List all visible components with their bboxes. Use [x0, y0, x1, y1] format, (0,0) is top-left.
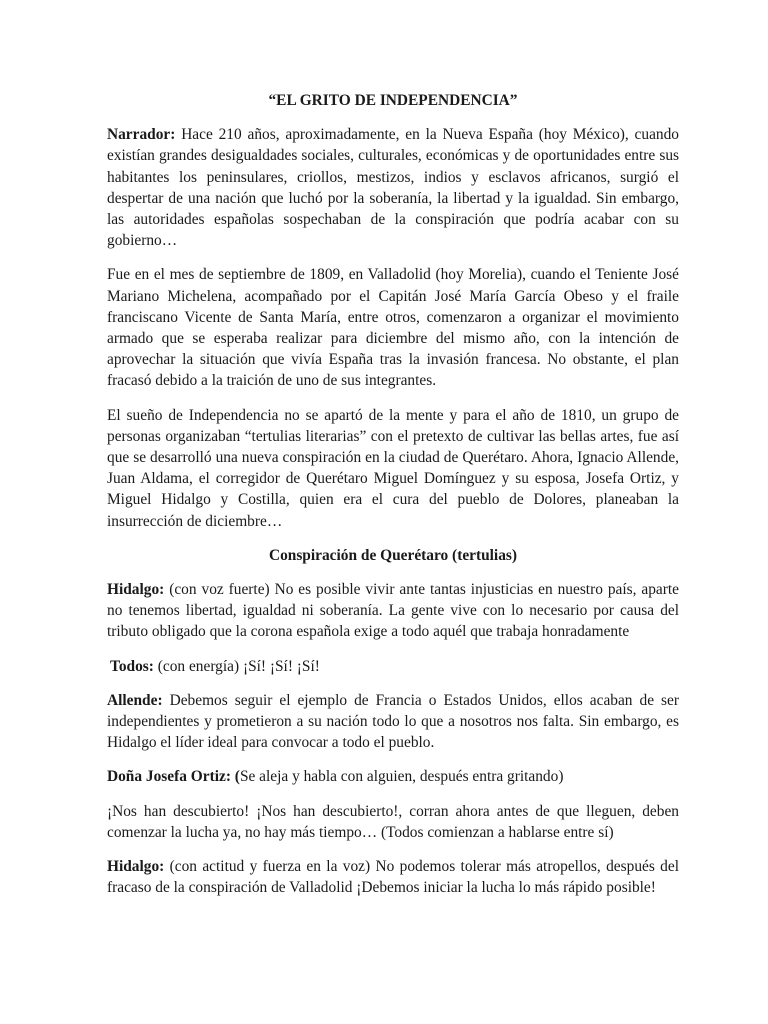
- dialogue-allende: [107, 690, 679, 754]
- speaker-label: Allende:: [107, 691, 163, 709]
- dialogue-todos: [107, 656, 679, 677]
- dialogue-josefa-cont: [107, 801, 679, 843]
- dialogue-text: Se aleja y habla con alguien, después entra gritando): [239, 768, 564, 786]
- dialogue-text: (con actitud y fuerza en la voz) No podemos tolerar más atropellos, después del fracaso de la conspiración de Valladolid ¡Debemos iniciar la lucha lo más rápido posible!: [107, 858, 679, 897]
- dialogue-text: ¡Nos han descubierto! ¡Nos han descubierto!, corran ahora antes de que lleguen, deben comenzar la lucha ya, no hay más tiempo… (Todos comienzan a hablarse entre sí): [107, 802, 679, 841]
- speaker-label: Doña Josefa Ortiz: (: [107, 768, 240, 786]
- document-title: “EL GRITO DE INDEPENDENCIA”: [268, 92, 518, 109]
- dialogue-text: Debemos seguir el ejemplo de Francia o Estados Unidos, ellos acaban de ser independientes y prometieron a su nación todo lo que a nosotros nos falta. Sin embargo, es Hidalgo el líder ideal para convocar a todo el pueblo.: [107, 691, 679, 752]
- dialogue-text: (con voz fuerte) No es posible vivir ante tantas injusticias en nuestro país, aparte no tenemos libertad, igualdad ni soberanía. La gente vive con lo necesario por causa del tributo obligado que la corona española exige a todo aquél que trabaja honradamente: [107, 581, 679, 641]
- document-page: [107, 90, 679, 912]
- section-title: Conspiración de Querétaro (tertulias): [268, 546, 518, 564]
- speaker-label: Hidalgo:: [107, 858, 165, 876]
- narrator-paragraph: [107, 124, 679, 251]
- dialogue-josefa-ortiz: [107, 766, 679, 787]
- queretaro-paragraph: El sueño de Independencia no se apartó de la mente y para el año de 1810, un grupo de personas organizaban “tertulias literarias” con el pretexto de cultivar las bellas artes, fue así que se desarrolló una nueva conspiración en la ciudad de Querétaro. Ahora, Ignacio Allende, Juan Aldama, el corregidor de Querétaro Miguel Domínguez y su esposa, Josefa Ortiz, y Miguel Hidalgo y Costilla, quien era el cura del pueblo de Dolores, planeaban la insurrección de diciembre…: [107, 406, 679, 530]
- speaker-label: Hidalgo:: [107, 581, 165, 599]
- speaker-label: Narrador:: [107, 126, 176, 144]
- dialogue-hidalgo-1: [107, 579, 679, 643]
- dialogue-text: (con energía) ¡Sí! ¡Sí! ¡Sí!: [153, 657, 320, 675]
- paragraph-text: Hace 210 años, aproximadamente, en la Nueva España (hoy México), cuando existían grandes desigualdades sociales, culturales, económicas y de oportunidades entre sus habitantes los peninsulares, criollos, mestizos, indios y esclavos africanos, surgió el despertar de una nación que luchó por la soberanía, la libertad y la igualdad. Sin embargo, las autoridades españolas sospechaban de la conspiración que podría acabar con su gobierno…: [107, 126, 679, 250]
- speaker-label: Todos:: [110, 657, 154, 675]
- dialogue-hidalgo-2: [107, 856, 679, 898]
- valladolid-paragraph: Fue en el mes de septiembre de 1809, en Valladolid (hoy Morelia), cuando el Teniente José Mariano Michelena, acompañado por el Capitán José María García Obeso y el fraile franciscano Vicente de Santa María, entre otros, comenzaron a organizar el movimiento armado que se esperaba realizar para diciembre del mismo año, con la intención de aprovechar la situación que vivía España tras la invasión francesa. No obstante, el plan fracasó debido a la traición de uno de sus integrantes.: [107, 266, 679, 390]
